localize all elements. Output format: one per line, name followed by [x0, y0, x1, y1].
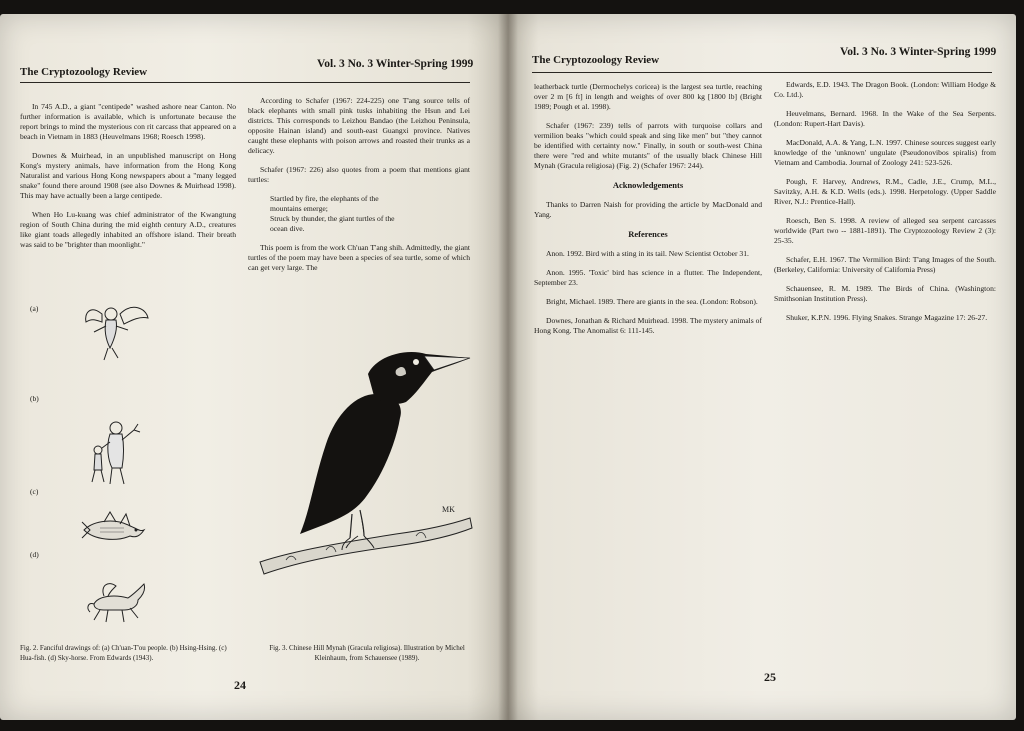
poem-line: Startled by fire, the elephants of the	[270, 194, 379, 203]
paragraph: leatherback turtle (Dermochelys coricea) is the largest sea turtle, reaching over 2 m [6 ft] in length and weights of over 800 kg [1800 lb] (Bright 1989; Pough et al. 1998).	[534, 82, 762, 111]
reference-item: Anon. 1992. Bird with a sting in its tail. New Scientist October 31.	[546, 249, 749, 258]
paragraph: In 745 A.D., a giant "centipede" washed ashore near Canton. No further information is available, which is unfortunate because the report brings to mind the mysterious con rit carcass that appeared on a beach in Vietnam in 1883 (Heuvelmans 1968; Roesch 1998).	[20, 102, 236, 141]
left-column-1	[20, 102, 236, 259]
reference-item: Heuvelmans, Bernard. 1968. In the Wake of the Sea Serpents. (London: Rupert-Hart Davis).	[774, 109, 996, 128]
svg-text:MK: MK	[442, 505, 455, 514]
paragraph: According to Schafer (1967: 224-225) one T'ang source tells of black elephants with small pink tusks inhabiting the Hsun and Lei districts. This corresponds to Leizhou Bandao (the Leizhou Peninsula, opposite Hainan island) and south-east Guangxi province. Natives caught these elephants with poison arrows and roasted their trunks as a delicacy.	[248, 96, 470, 155]
issue-label: Vol. 3 No. 3 Winter-Spring 1999	[317, 58, 474, 70]
journal-title: The Cryptozoology Review	[20, 66, 148, 78]
mynah-bird-illustration	[256, 334, 476, 582]
reference-item: Roesch, Ben S. 1998. A review of alleged sea serpent carcasses worldwide (Part two -- 1881-1891). The Cryptozoology Review 2 (3): 25-35.	[774, 216, 996, 245]
reference-item: MacDonald, A.A. & Yang, L.N. 1997. Chinese sources suggest early knowledge of the 'unknown' ungulate (Pseudonovibos spiralis) from Vietnam and Cambodia. Journal of Zoology 241: 523-526.	[774, 138, 996, 167]
right-column-1	[534, 82, 762, 345]
hsing-hsing-drawing	[84, 416, 144, 488]
fig2-caption: Fig. 2. Fanciful drawings of: (a) Ch'uan-T'ou people. (b) Hsing-Hsing. (c) Hua-fish. (d) Sky-horse. From Edwards (1943).	[20, 644, 227, 662]
references-heading: References	[628, 229, 668, 239]
issue-label: Vol. 3 No. 3 Winter-Spring 1999	[840, 46, 997, 58]
page-number: 24	[234, 678, 246, 692]
figure-label-b: (b)	[30, 394, 39, 403]
fig3-caption: Fig. 3. Chinese Hill Mynah (Gracula religiosa). Illustration by Michel Kleinhaum, from Schauensee (1989).	[269, 644, 465, 662]
figure-label-d: (d)	[30, 550, 39, 559]
poem	[270, 194, 470, 234]
acknowledgements-text: Thanks to Darren Naish for providing the article by MacDonald and Yang.	[534, 200, 762, 219]
reference-item: Pough, F. Harvey, Andrews, R.M., Cadle, J.E., Crump, M.L., Savitzky, A.H. & K.D. Wells (eds.). 1998. Herpetology. (Upper Saddle River, N.J.: Prentice-Hall).	[774, 177, 996, 206]
right-column-2	[774, 80, 996, 332]
paragraph: Schafer (1967: 226) also quotes from a poem that mentions giant turtles:	[248, 165, 470, 184]
header-rule	[532, 72, 992, 73]
left-column-2	[248, 96, 470, 282]
reference-item: Bright, Michael. 1989. There are giants in the sea. (London: Robson).	[546, 297, 758, 306]
header-rule	[20, 82, 470, 83]
hua-fish-drawing	[80, 508, 148, 550]
reference-item: Shuker, K.P.N. 1996. Flying Snakes. Strange Magazine 17: 26-27.	[786, 313, 988, 322]
winged-person-drawing	[80, 296, 152, 366]
paragraph: Downes & Muirhead, in an unpublished manuscript on Hong Kong's mystery animals, have information from the Hong Kong Naturalist and various Hong Kong newspapers about a "many legged snake" found there around 1908 (see also Downes & Muirhead 1998). This may have actually been a large centipede.	[20, 151, 236, 200]
acknowledgements-heading: Acknowledgements	[612, 180, 684, 190]
sky-horse-drawing	[84, 578, 150, 624]
figure-label-a: (a)	[30, 304, 39, 313]
reference-item: Anon. 1995. 'Toxic' bird has science in a flutter. The Independent, September 23.	[534, 268, 762, 287]
poem-line: mountains emerge;	[270, 204, 328, 213]
left-page	[0, 14, 508, 720]
paragraph: When Ho Lu-kuang was chief administrator of the Kwangtung region of South China during the mid eighth century A.D., creatures like giant toads allegedly inhabited an offshore island. Their breath was said to be "brighter than moonlight."	[20, 210, 236, 249]
paragraph: This poem is from the work Ch'uan T'ang shih. Admittedly, the giant turtles of the poem may have been a species of sea turtle, some of which can get very large. The	[248, 243, 470, 272]
paragraph: Schafer (1967: 239) tells of parrots with turquoise collars and vermilion beaks "which could speak and sing like men" but "they cannot be identified with certainty now." Finally, in south or south-west China there were "red and white mutants" of the usually black Chinese Hill Mynah (Gracula religiosa) (Fig. 2) (Schafer 1967: 244).	[534, 121, 762, 170]
reference-item: Downes, Jonathan & Richard Muirhead. 1998. The mystery animals of Hong Kong. The Anomalist 6: 111-145.	[534, 316, 762, 335]
reference-item: Schauensee, R. M. 1989. The Birds of China. (Washington: Smithsonian Institution Press).	[774, 284, 996, 303]
journal-title: The Cryptozoology Review	[532, 54, 660, 66]
poem-line: Struck by thunder, the giant turtles of the	[270, 214, 395, 223]
poem-line: ocean dive.	[270, 224, 305, 233]
book-gutter	[498, 14, 518, 720]
right-page	[508, 14, 1016, 720]
figure-label-c: (c)	[30, 487, 39, 496]
reference-item: Edwards, E.D. 1943. The Dragon Book. (London: William Hodge & Co. Ltd.).	[774, 80, 996, 99]
reference-item: Schafer, E.H. 1967. The Vermilion Bird: T'ang Images of the South. (Berkeley, California: University of California Press)	[774, 255, 996, 274]
page-number: 25	[764, 670, 776, 684]
